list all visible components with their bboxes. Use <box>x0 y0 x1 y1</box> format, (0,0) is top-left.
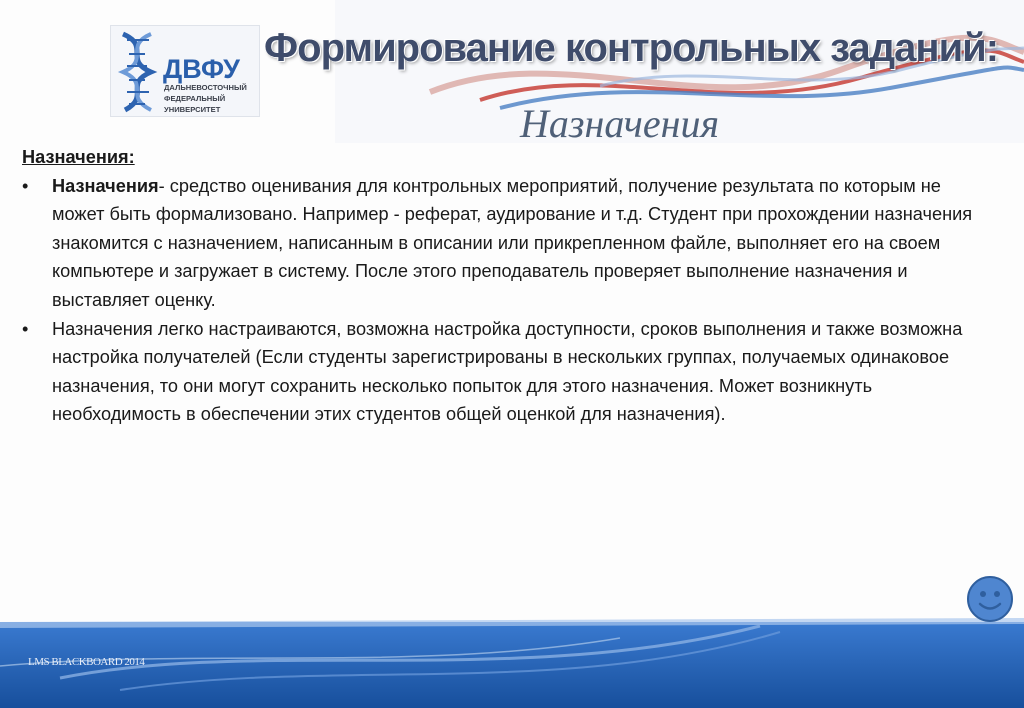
dna-helix-icon <box>111 26 261 118</box>
bullet-marker: • <box>22 318 29 339</box>
logo-line-2: ФЕДЕРАЛЬНЫЙ <box>164 94 226 103</box>
logo-line-1: ДАЛЬНЕВОСТОЧНЫЙ <box>164 83 247 92</box>
university-logo <box>110 25 260 117</box>
bullet-text: Назначения легко настраиваются, возможна настройка доступности, сроков выполнения и также возможна настройка получателей (Если студенты зарегистрированы в нескольких группах, получаемых одинаковое назначения, то они могут сохранить несколько попыток для этого назначения. Может возникнуть необходимость в обеспечении этих студентов общей оценкой для назначения). <box>52 318 963 425</box>
bullet-list <box>22 172 982 429</box>
bullet-text: - средство оценивания для контрольных мероприятий, получение результата по которым не может быть формализовано. Например - реферат, аудирование и т.д. Студент при прохождении назначения знакомится с назначением, написанным в описании или прикрепленном файле, выполняет его на своем компьютере и загружает в систему. После этого преподаватель проверяет выполнение назначения и выставляет оценку. <box>52 175 973 310</box>
bullet-item-2 <box>22 315 982 429</box>
logo-abbreviation: ДВФУ <box>163 54 240 84</box>
logo-line-3: УНИВЕРСИТЕТ <box>164 105 221 114</box>
bullet-term: Назначения <box>52 175 159 196</box>
slide-title: Формирование контрольных заданий: <box>264 26 999 70</box>
bullet-item-1 <box>22 172 982 315</box>
content-body <box>22 143 982 429</box>
bullet-marker: • <box>22 175 29 196</box>
footer-label: LMS BLACKBOARD 2014 <box>28 656 145 668</box>
footer-band <box>0 618 1024 708</box>
smiley-face-icon[interactable] <box>966 575 1014 623</box>
slide-subtitle: Назначения <box>520 101 720 146</box>
section-heading: Назначения: <box>22 147 135 167</box>
